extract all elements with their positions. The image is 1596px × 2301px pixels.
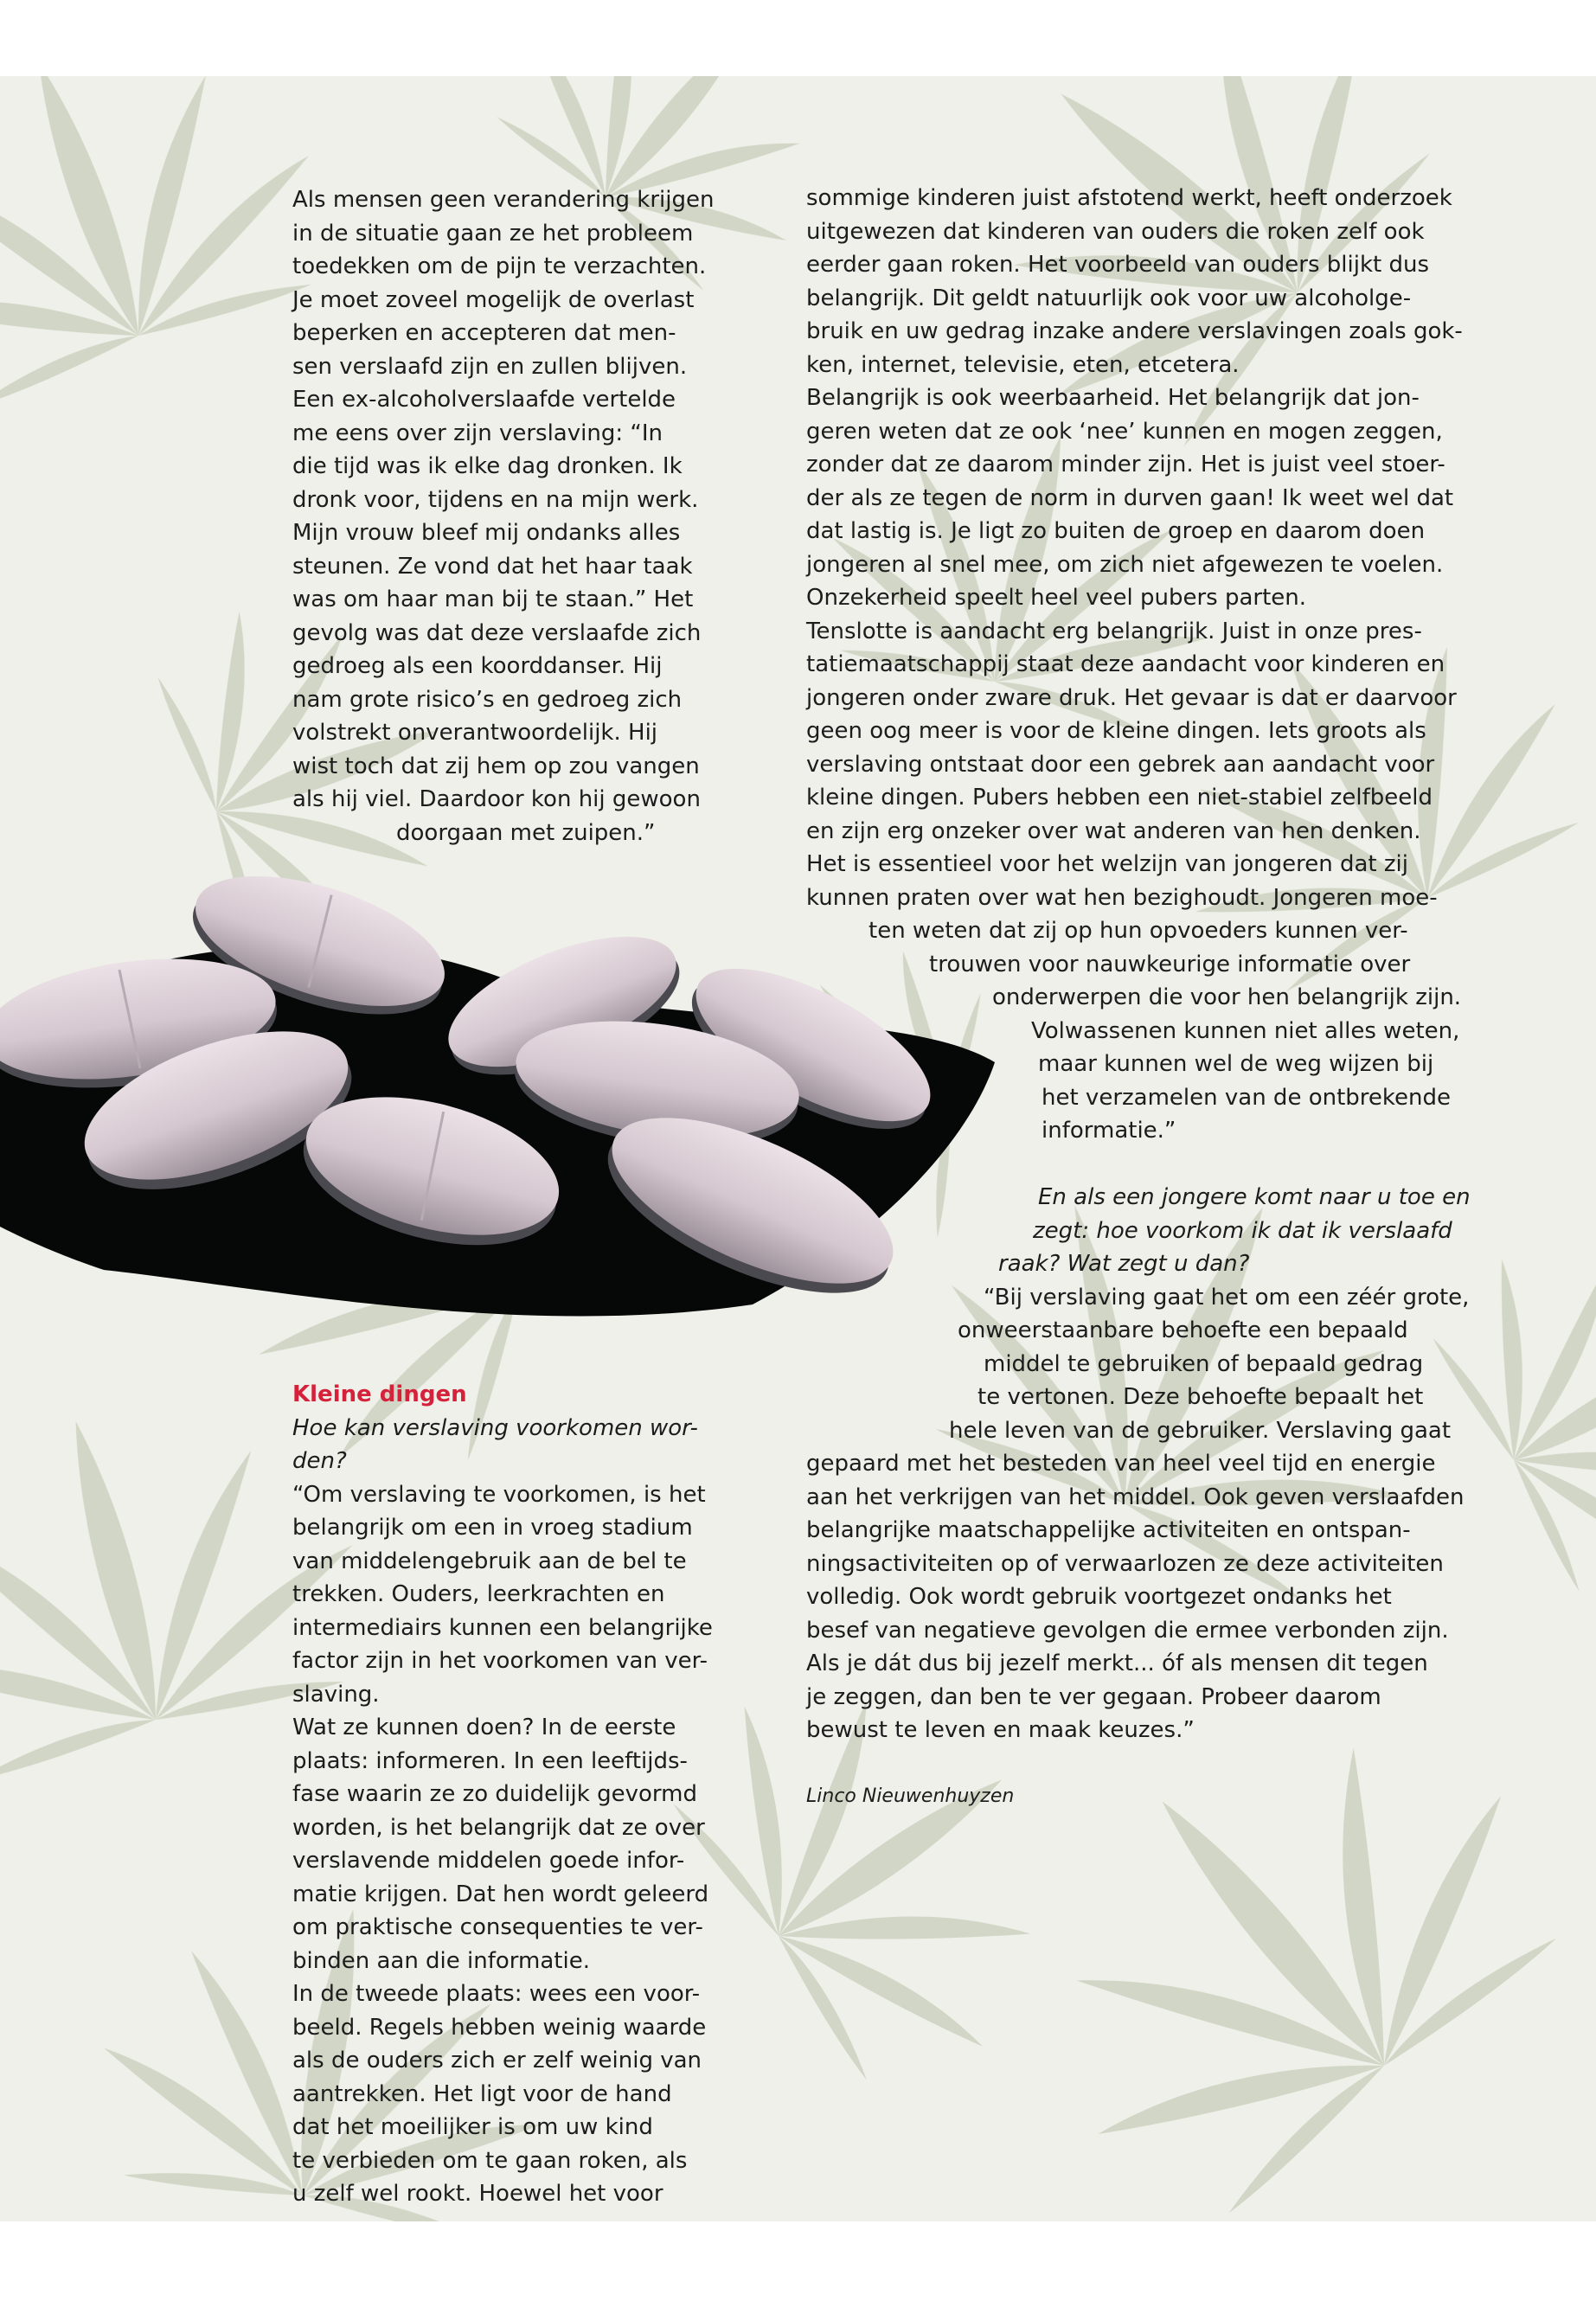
text-line: belangrijk om een in vroeg stadium — [292, 1515, 693, 1541]
text-line: den? — [292, 1448, 347, 1474]
text-line: je zeggen, dan ben te ver gegaan. Probeer daarom — [806, 1683, 1381, 1710]
text-line: zegt: hoe voorkom ik dat ik verslaafd — [1033, 1217, 1452, 1244]
text-line: het verzamelen van de ontbrekende — [1042, 1084, 1452, 1111]
text-line: verslavende middelen goede infor- — [292, 1848, 685, 1874]
text-line: aantrekken. Het ligt voor de hand — [292, 2080, 672, 2107]
text-line: en zijn erg onzeker over wat anderen van hen denken. — [806, 817, 1421, 844]
text-line: Tenslotte is aandacht erg belangrijk. Juist in onze pres- — [806, 618, 1422, 644]
text-line: jongeren onder zware druk. Het gevaar is dat er daarvoor — [806, 684, 1457, 711]
text-line: toedekken om de pijn te verzachten. — [292, 253, 707, 279]
text-line: steunen. Ze vond dat het haar taak — [292, 553, 693, 580]
text-line: besef van negatieve gevolgen die ermee verbonden zijn. — [806, 1617, 1449, 1644]
text-line: hele leven van de gebruiker. Verslaving gaat — [949, 1417, 1452, 1444]
text-line: slaving. — [292, 1681, 380, 1708]
text-line: plaats: informeren. In een leeftijds- — [292, 1747, 688, 1774]
text-line: sommige kinderen juist afstotend werkt, heeft onderzoek — [806, 185, 1452, 211]
text-line: sen verslaafd zijn en zullen blijven. — [292, 353, 688, 380]
text-line: Onzekerheid speelt heel veel pubers parten. — [806, 585, 1307, 611]
text-line: Als mensen geen verandering krijgen — [292, 187, 715, 213]
text-line: bruik en uw gedrag inzake andere verslavingen zoals gok- — [806, 318, 1463, 344]
text-line: in de situatie gaan ze het probleem — [292, 220, 694, 247]
text-line: Hoe kan verslaving voorkomen wor- — [292, 1414, 698, 1441]
text-line: beperken en accepteren dat men- — [292, 320, 676, 346]
text-line: kleine dingen. Pubers hebben een niet-stabiel zelfbeeld — [806, 785, 1433, 811]
text-line: als de ouders zich er zelf weinig van — [292, 2048, 702, 2073]
text-line: van middelengebruik aan de bel te — [292, 1548, 687, 1574]
text-line: trekken. Ouders, leerkrachten en — [292, 1581, 665, 1607]
text-line: maar kunnen wel de weg wijzen bij — [1038, 1051, 1434, 1077]
text-line: Je moet zoveel mogelijk de overlast — [292, 286, 695, 313]
text-line: “Bij verslaving gaat het om een zéér grote, — [984, 1284, 1470, 1311]
text-line: En als een jongere komt naar u toe en — [1038, 1184, 1471, 1210]
text-line: dat het moeilijker is om uw kind — [292, 2114, 653, 2140]
text-line: te vertonen. Deze behoefte bepaalt het — [977, 1384, 1424, 1410]
text-line: kunnen praten over wat hen bezighoudt. Jongeren moe- — [806, 884, 1438, 911]
text-line: intermediairs kunnen een belangrijke — [292, 1614, 713, 1641]
text-line: gedroeg als een koorddanser. Hij — [292, 653, 663, 679]
text-line: onweerstaanbare behoefte een bepaald — [958, 1317, 1408, 1343]
text-line: gevolg was dat deze verslaafde zich — [292, 619, 702, 646]
text-line — [806, 1148, 1516, 1182]
text-line: Wat ze kunnen doen? In de eerste — [292, 1715, 676, 1740]
text-line: zonder dat ze daarom minder zijn. Het is juist veel stoer- — [806, 452, 1445, 478]
text-line: wist toch dat zij hem op zou vangen — [292, 753, 700, 779]
text-line: dat lastig is. Je ligt zo buiten de groep en daarom doen — [806, 518, 1426, 544]
section-heading: Kleine dingen — [292, 1381, 467, 1407]
text-line: belangrijk. Dit geldt natuurlijk ook voor uw alcoholge- — [806, 285, 1412, 311]
text-line: te verbieden om te gaan roken, als — [292, 2147, 688, 2174]
text-line: uitgewezen dat kinderen van ouders die roken zelf ook — [806, 218, 1425, 245]
right-column — [806, 182, 1516, 1813]
magazine-page — [0, 76, 1596, 2221]
text-line: onderwerpen die voor hen belangrijk zijn. — [992, 984, 1462, 1010]
text-line: Het is essentieel voor het welzijn van jongeren dat zij — [806, 851, 1408, 877]
text-line: aan het verkrijgen van het middel. Ook geven verslaafden — [806, 1484, 1465, 1510]
text-line: eerder gaan roken. Het voorbeeld van ouders blijkt dus — [806, 252, 1430, 278]
text-line: beeld. Regels hebben weinig waarde — [292, 2014, 707, 2041]
text-line: der als ze tegen de norm in durven gaan! Ik weet wel dat — [806, 484, 1454, 511]
text-line: die tijd was ik elke dag dronken. Ik — [292, 453, 683, 479]
text-line: geen oog meer is voor de kleine dingen. Iets groots als — [806, 718, 1426, 744]
text-line: Een ex-alcoholverslaafde vertelde — [292, 387, 676, 413]
text-line: Mijn vrouw bleef mij ondanks alles — [292, 520, 681, 546]
text-line: gepaard met het besteden van heel veel tijd en energie — [806, 1451, 1436, 1477]
text-line: raak? Wat zegt u dan? — [998, 1251, 1250, 1277]
text-line: me eens over zijn verslaving: “In — [292, 420, 663, 446]
text-line: Als je dát dus bij jezelf merkt... óf als mensen dit tegen — [806, 1650, 1428, 1676]
text-line: “Om verslaving te voorkomen, is het — [292, 1481, 706, 1508]
text-line: fase waarin ze zo duidelijk gevormd — [292, 1781, 697, 1807]
text-line: middel te gebruiken of bepaald gedrag — [984, 1350, 1424, 1377]
text-line: worden, is het belangrijk dat ze over — [292, 1814, 705, 1841]
text-line: bewust te leven en maak keuzes.” — [806, 1717, 1195, 1743]
author-byline: Linco Nieuwenhuyzen — [806, 1785, 1015, 1807]
text-line: om praktische consequenties te ver- — [292, 1914, 703, 1940]
text-line: binden aan die informatie. — [292, 1947, 590, 1974]
text-line: nam grote risico’s en gedroeg zich — [292, 686, 683, 713]
text-line: u zelf wel rookt. Hoewel het voor — [292, 2181, 663, 2207]
left-column-bottom — [292, 1378, 751, 2211]
text-line: dronk voor, tijdens en na mijn werk. — [292, 486, 699, 513]
left-column-top — [292, 183, 751, 849]
text-line: ten weten dat zij op hun opvoeders kunnen ver- — [869, 918, 1408, 944]
text-line: informatie.” — [1042, 1118, 1176, 1144]
text-line: Volwassenen kunnen niet alles weten, — [1031, 1017, 1460, 1044]
text-line: was om haar man bij te staan.” Het — [292, 586, 694, 612]
text-line: ningsactiviteiten op of verwaarlozen ze deze activiteiten — [806, 1550, 1444, 1577]
text-line: matie krijgen. Dat hen wordt geleerd — [292, 1881, 709, 1907]
text-line: doorgaan met zuipen.” — [396, 819, 656, 846]
text-line: In de tweede plaats: wees een voor- — [292, 1981, 701, 2007]
text-line: verslaving ontstaat door een gebrek aan aandacht voor — [806, 751, 1435, 778]
text-line: factor zijn in het voorkomen van ver- — [292, 1648, 708, 1674]
text-line: belangrijke maatschappelijke activiteiten en ontspan- — [806, 1517, 1411, 1543]
text-line: jongeren al snel mee, om zich niet afgewezen te voelen. — [806, 551, 1444, 578]
text-line: volledig. Ook wordt gebruik voortgezet ondanks het — [806, 1584, 1392, 1610]
text-line: ken, internet, televisie, eten, etcetera. — [806, 351, 1240, 378]
text-line: Belangrijk is ook weerbaarheid. Het belangrijk dat jon- — [806, 385, 1420, 411]
text-line: als hij viel. Daardoor kon hij gewoon — [292, 786, 701, 812]
text-line: tatiemaatschappij staat deze aandacht voor kinderen en — [806, 651, 1445, 677]
text-line: trouwen voor nauwkeurige informatie over — [929, 951, 1411, 977]
text-line: volstrekt onverantwoordelijk. Hij — [292, 720, 658, 746]
text-line: geren weten dat ze ook ‘nee’ kunnen en mogen zeggen, — [806, 418, 1443, 445]
